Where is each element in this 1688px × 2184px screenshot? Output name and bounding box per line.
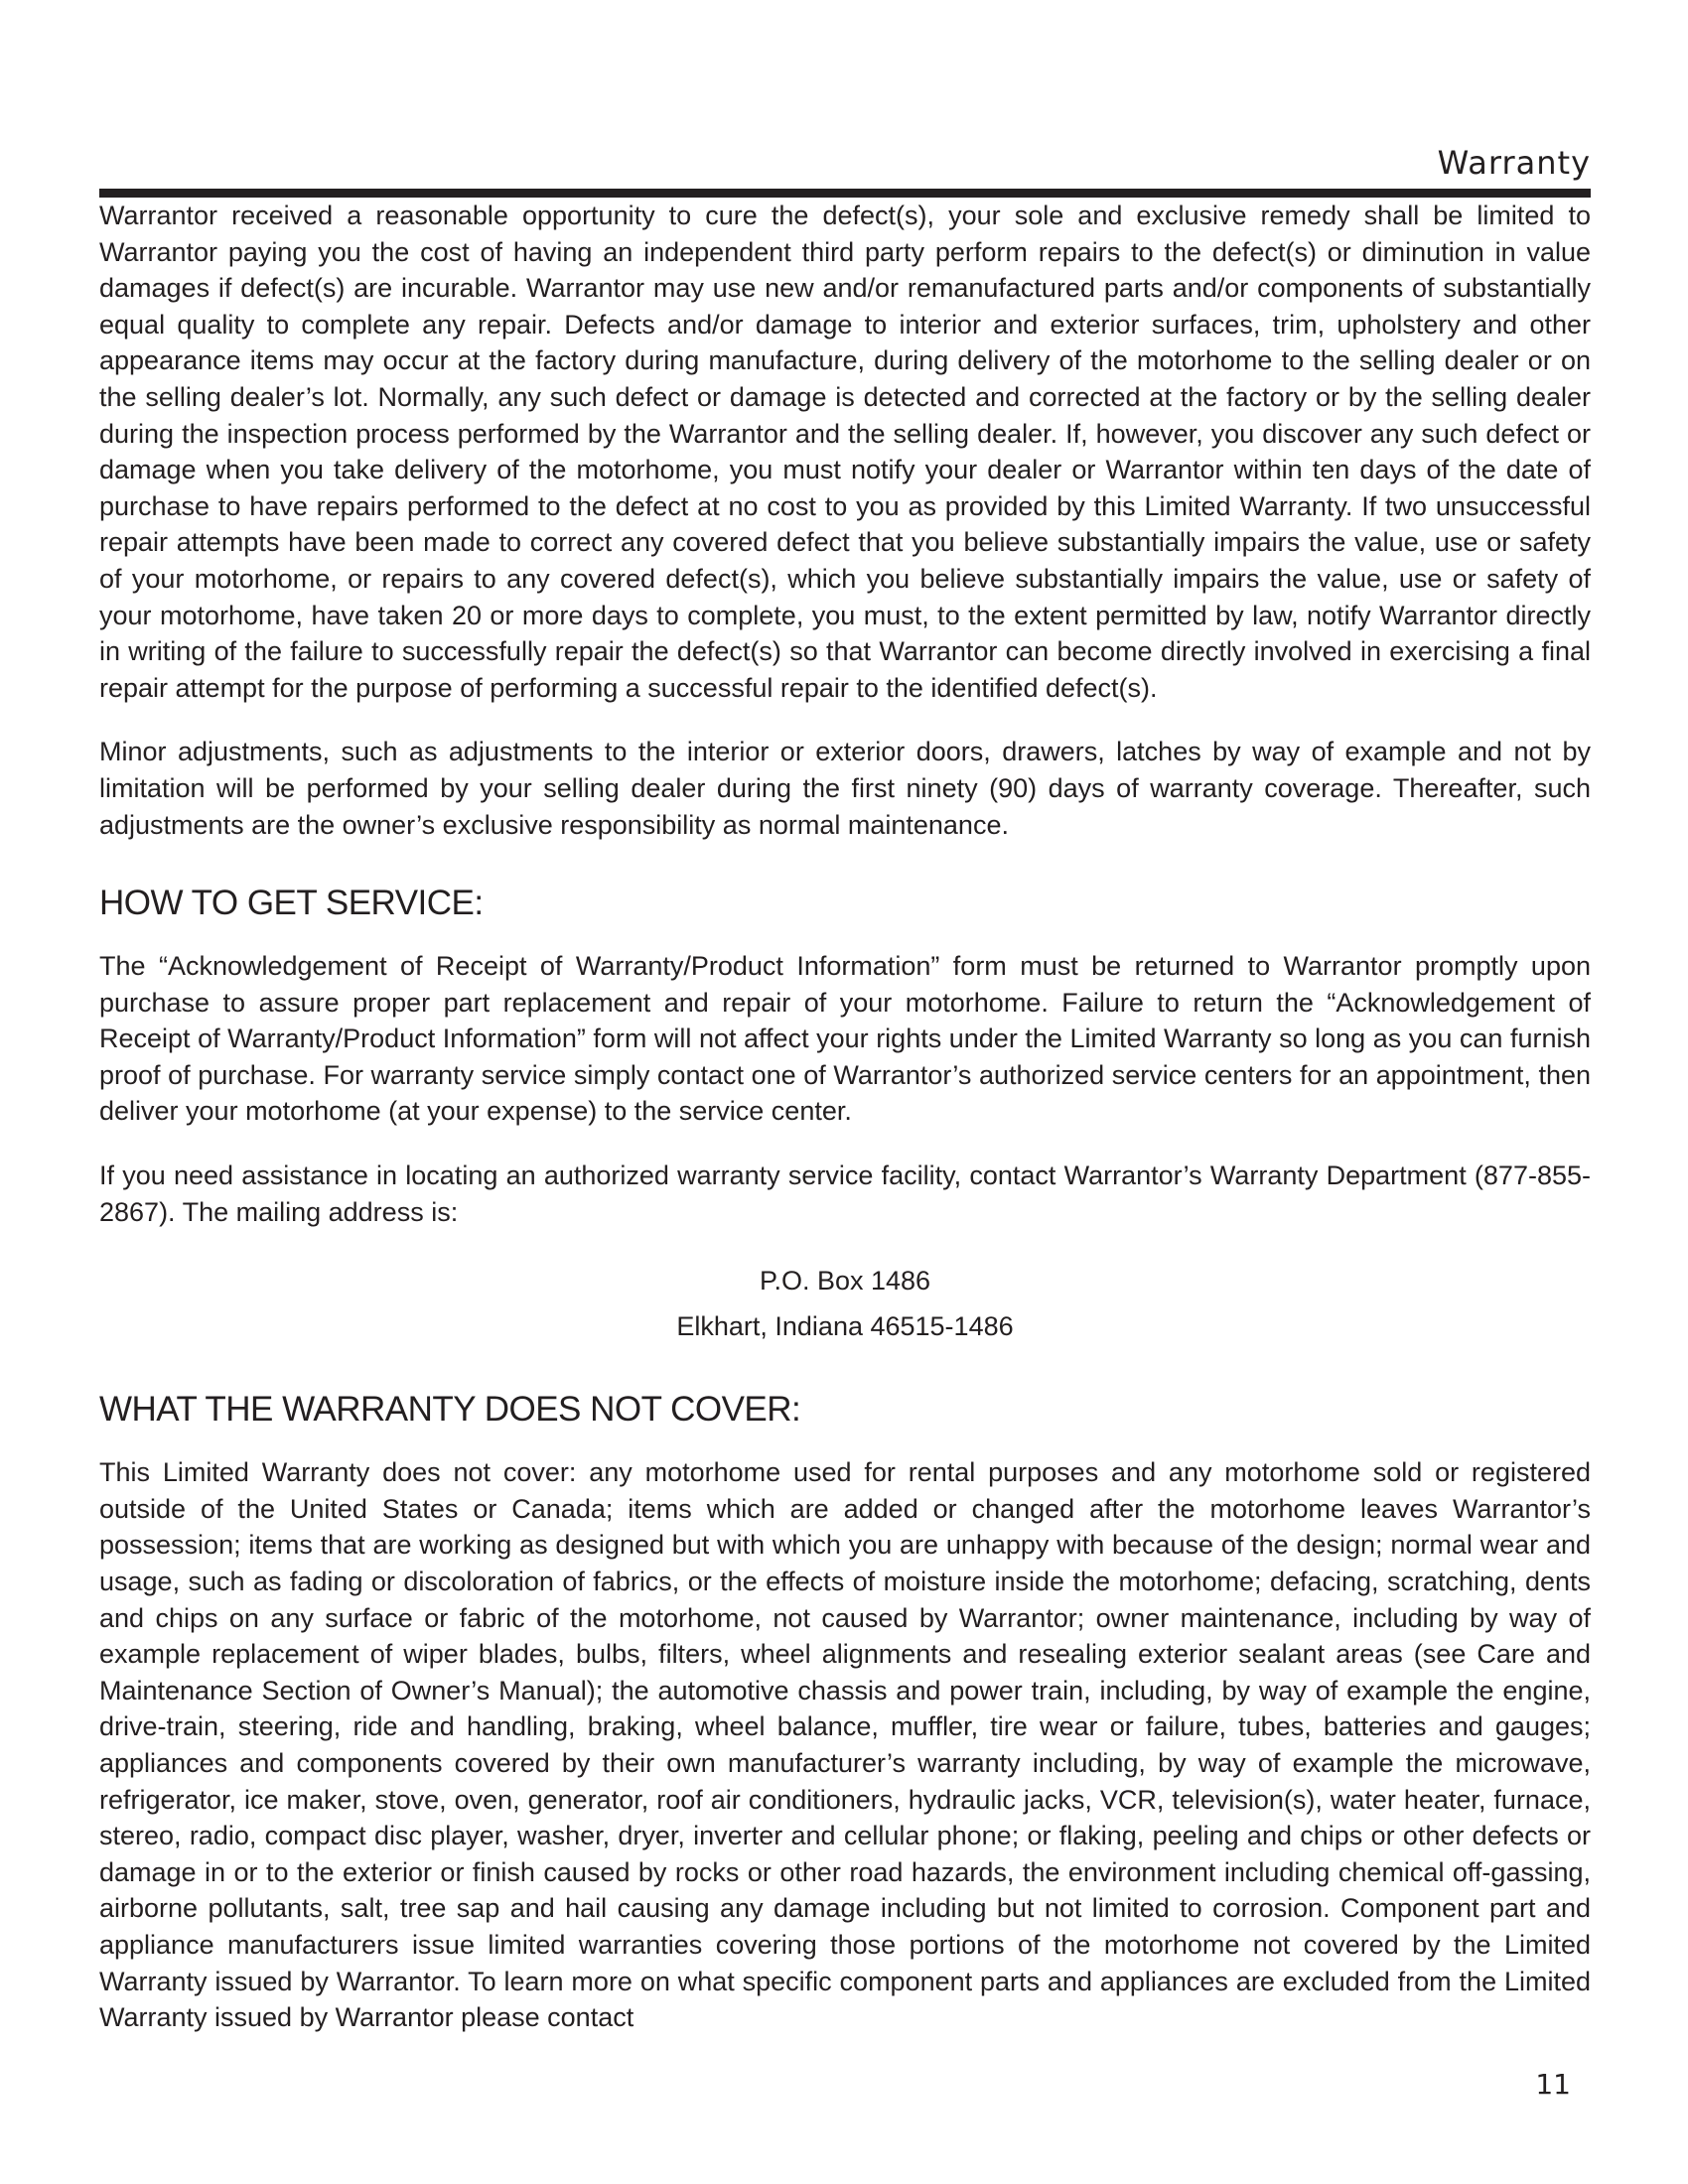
page-number: 11 (1535, 2068, 1571, 2101)
document-page (99, 0, 1591, 2184)
paragraph-service-assistance: If you need assistance in locating an authorized warranty service facility, contact Warrantor’s Warranty Department (877-855-2867). The mailing address is: (99, 1160, 1591, 1227)
mailing-address (99, 1258, 1591, 1349)
paragraph-acknowledgement-form: The “Acknowledgement of Receipt of Warranty/Product Information” form must be returned to Warrantor promptly upon purchase to assure proper part replacement and repair of your motorhome. Failure to return the “Acknowledgement of Receipt of Warranty/Product Information” form will not affect your rights under the Limited Warranty so long as you can furnish proof of purchase. For warranty service simply contact one of Warrantor’s authorized service centers for an appointment, then deliver your motorhome (at your expense) to the service center. (99, 951, 1591, 1127)
paragraph-repair-remedy: Warrantor received a reasonable opportunity to cure the defect(s), your sole and exclusive remedy shall be limited to Warrantor paying you the cost of having an independent third party perform repairs to the defect(s) or diminution in value damages if defect(s) are incurable. Warrantor may use new and/or remanufactured parts and/or components of substantially equal quality to complete any repair. Defects and/or damage to interior and exterior surfaces, trim, upholstery and other appearance items may occur at the factory during manufacture, during delivery of the motorhome to the selling dealer or on the selling dealer’s lot. Normally, any such defect or damage is detected and corrected at the factory or by the selling dealer during the inspection process performed by the Warrantor and the selling dealer. If, however, you discover any such defect or damage when you take delivery of the motorhome, you must notify your dealer or Warrantor within ten days of the date of purchase to have repairs performed to the defect at no cost to you as provided by this Limited Warranty. If two unsuccessful repair attempts have been made to correct any covered defect that you believe substantially impairs the value, use or safety of your motorhome, or repairs to any covered defect(s), which you believe substantially impairs the value, use or safety of your motorhome, have taken 20 or more days to complete, you must, to the extent permitted by law, notify Warrantor directly in writing of the failure to successfully repair the defect(s) so that Warrantor can become directly involved in exercising a final repair attempt for the purpose of performing a successful repair to the identified defect(s). (99, 201, 1591, 703)
section-heading-not-covered: WHAT THE WARRANTY DOES NOT COVER: (99, 1390, 801, 1430)
page-content (99, 198, 1591, 2036)
paragraph-minor-adjustments: Minor adjustments, such as adjustments to the interior or exterior doors, drawers, latches by way of example and not by limitation will be performed by your selling dealer during the first ninety (90) days of warranty coverage. Thereafter, such adjustments are the owner’s exclusive responsibility as normal maintenance. (99, 737, 1591, 840)
address-line-city: Elkhart, Indiana 46515-1486 (676, 1311, 1014, 1342)
paragraph-exclusions: This Limited Warranty does not cover: any motorhome used for rental purposes and any motorhome sold or registered outside of the United States or Canada; items which are added or changed after the motorhome leaves Warrantor’s possession; items that are working as designed but with which you are unhappy with because of the design; normal wear and usage, such as fading or discoloration of fabrics, or the effects of moisture inside the motorhome; defacing, scratching, dents and chips on any surface or fabric of the motorhome, not caused by Warrantor; owner maintenance, including by way of example replacement of wiper blades, bulbs, filters, wheel alignments and resealing exterior sealant areas (see Care and Maintenance Section of Owner’s Manual); the automotive chassis and power train, including, by way of example the engine, drive-train, steering, ride and handling, braking, wheel balance, muffler, tire wear or failure, tubes, batteries and gauges; appliances and components covered by their own manufacturer’s warranty including, by way of example the microwave, refrigerator, ice maker, stove, oven, generator, roof air conditioners, hydraulic jacks, VCR, television(s), water heater, furnace, stereo, radio, compact disc player, washer, dryer, inverter and cellular phone; or flaking, peeling and chips or other defects or damage in or to the exterior or finish caused by rocks or other road hazards, the environment including chemical off-gassing, airborne pollutants, salt, tree sap and hail causing any damage including but not limited to corrosion. Component part and appliance manufacturers issue limited warranties covering those portions of the motorhome not covered by the Limited Warranty issued by Warrantor. To learn more on what specific component parts and appliances are excluded from the Limited Warranty issued by Warrantor please contact (99, 1457, 1591, 2033)
header-rule (99, 189, 1591, 198)
address-line-po-box: P.O. Box 1486 (759, 1266, 931, 1297)
section-heading-how-to-get-service: HOW TO GET SERVICE: (99, 884, 484, 923)
running-header: Warranty (1437, 144, 1591, 182)
